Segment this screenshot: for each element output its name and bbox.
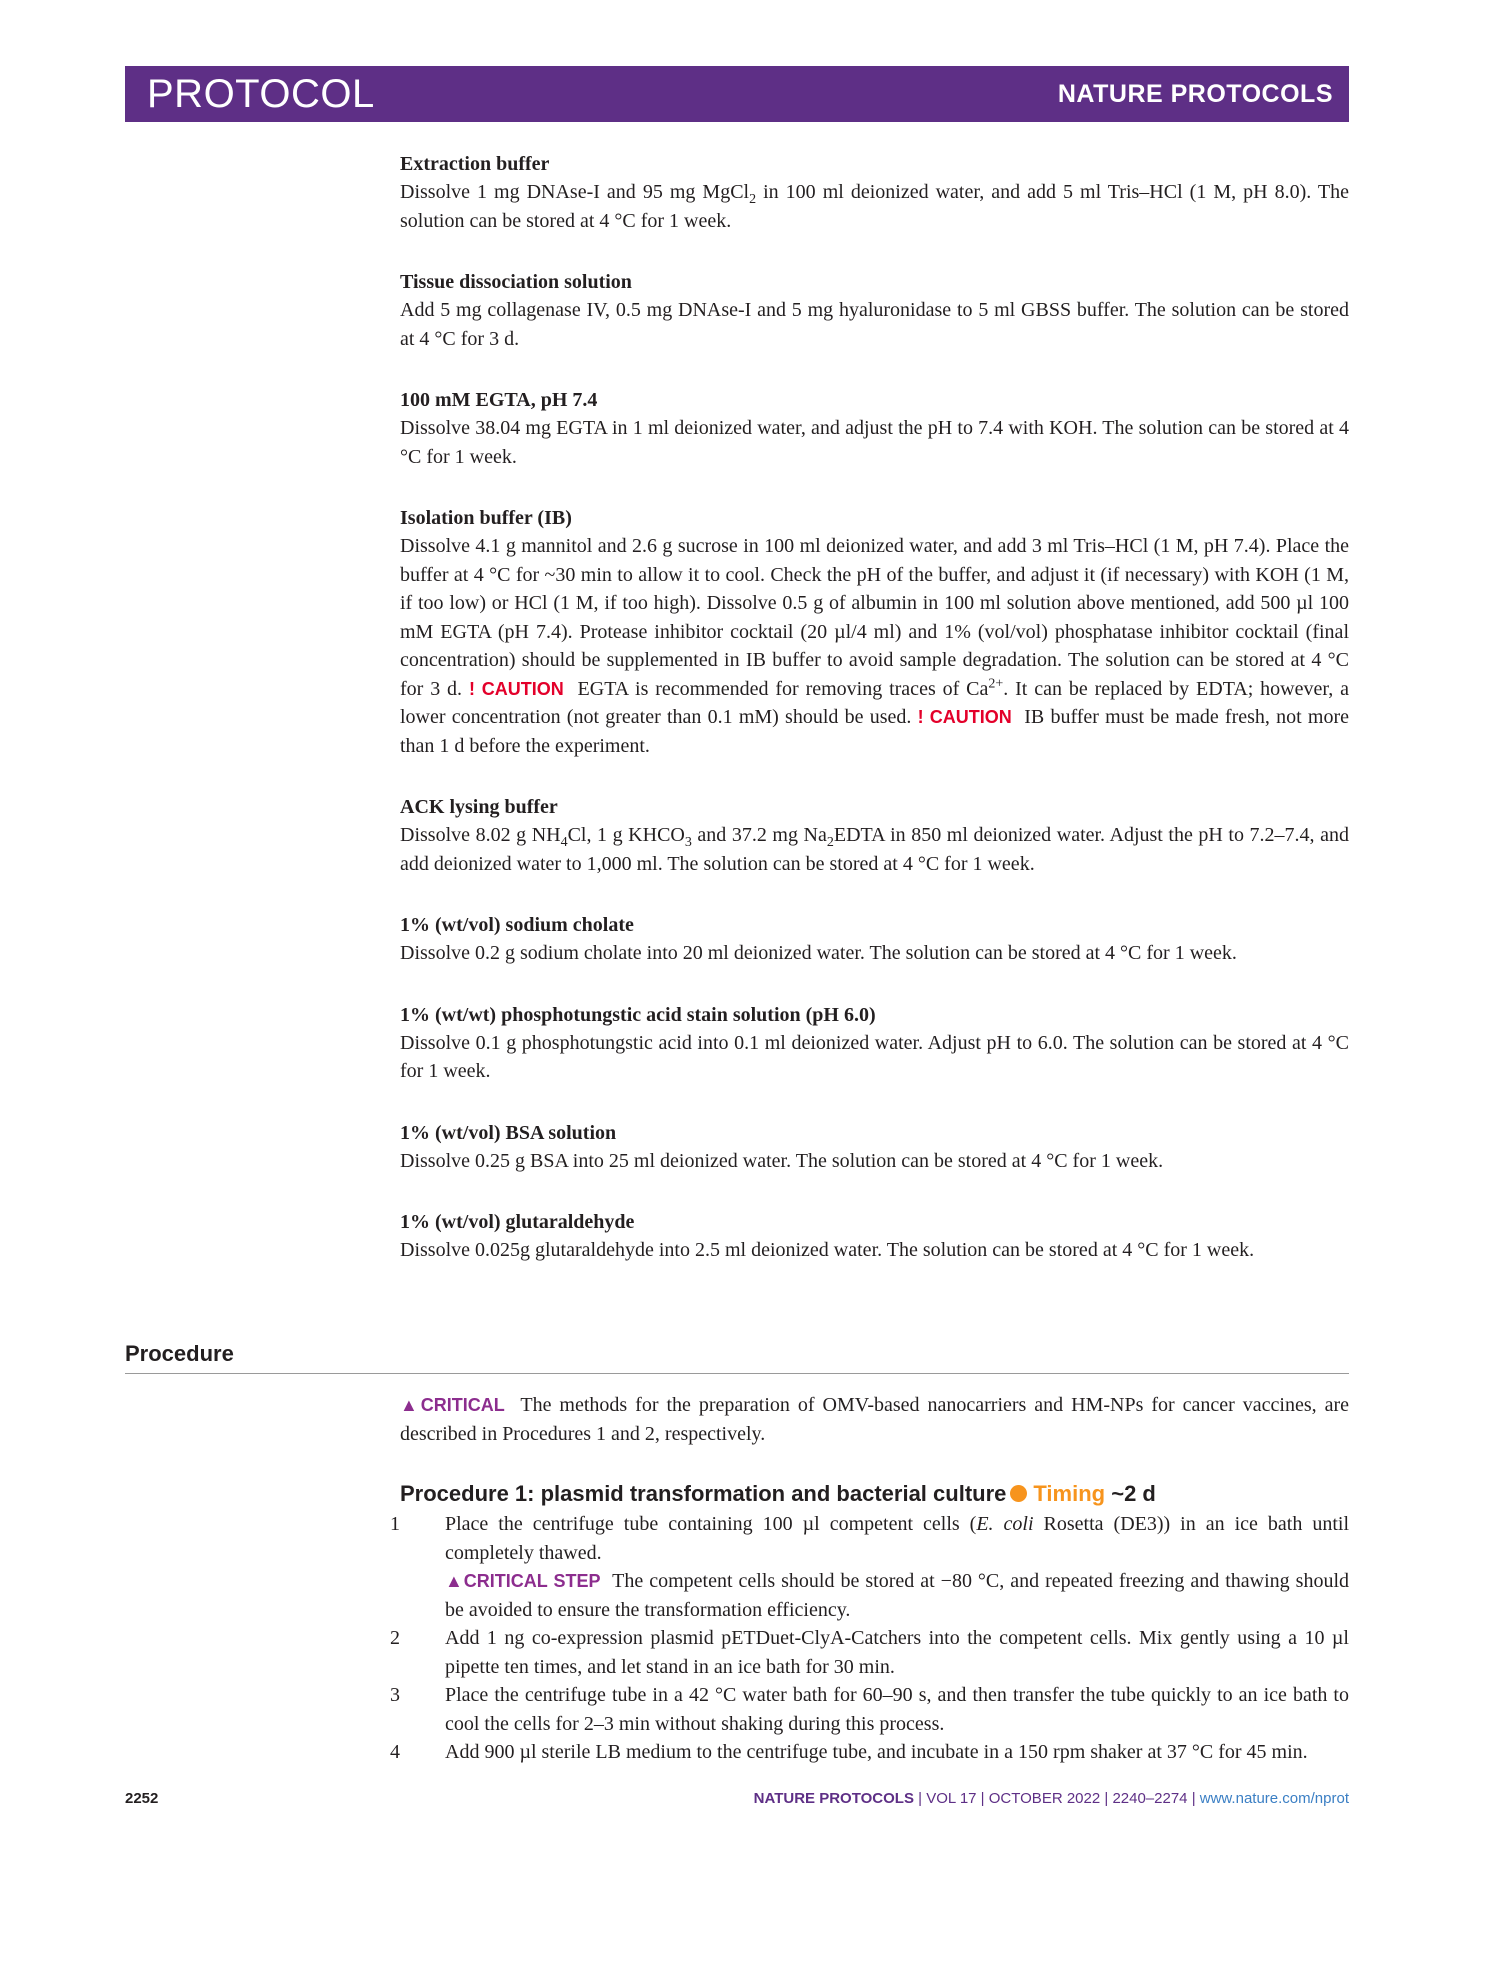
step-text: Add 1 ng co-expression plasmid pETDuet-ClyA-Catchers into the competent cells. Mix gently using a 10 µl pipette ten times, and let stand in an ice bath for 30 min.: [445, 1627, 1349, 1678]
reagent-section: [400, 1119, 1349, 1176]
procedure-step: [390, 1681, 1349, 1738]
reagent-body: Dissolve 0.025g glutaraldehyde into 2.5 ml deionized water. The solution can be stored at 4 °C for 1 week.: [400, 1239, 1255, 1261]
reagent-title: Extraction buffer: [400, 153, 550, 175]
critical-step-note: [445, 1567, 1349, 1624]
reagent-body: Dissolve 38.04 mg EGTA in 1 ml deionized water, and adjust the pH to 7.4 with KOH. The solution can be stored at 4 °C for 1 week.: [400, 417, 1349, 468]
step-text: Add 900 µl sterile LB medium to the centrifuge tube, and incubate in a 150 rpm shaker at 37 °C for 45 min.: [445, 1741, 1308, 1763]
reagent-section: [400, 386, 1349, 471]
reagent-title: 1% (wt/vol) BSA solution: [400, 1121, 617, 1144]
footer-url[interactable]: www.nature.com/nprot: [1199, 1790, 1349, 1807]
reagent-body: Dissolve 0.2 g sodium cholate into 20 ml deionized water. The solution can be stored at 4 °C for 1 week.: [400, 942, 1237, 964]
reagent-section: [400, 1001, 1349, 1086]
reagent-setup: [400, 150, 1349, 1298]
reagent-body: Add 5 mg collagenase IV, 0.5 mg DNAse-I and 5 mg hyaluronidase to 5 ml GBSS buffer. The solution can be stored at 4 °C for 3 d.: [400, 299, 1349, 350]
reagent-body: Dissolve 4.1 g mannitol and 2.6 g sucrose in 100 ml deionized water, and add 3 ml Tris–HCl (1 M, pH 7.4). Place the buffer at 4 °C for ~30 min to allow it to cool. Check the pH of the buffer, and adjust it (if necessary) with KOH (1 M, if too low) or HCl (1 M, if too high). Dissolve 0.5 g of albumin in 100 ml solution above mentioned, add 500 µl 100 mM EGTA (pH 7.4). Protease inhibitor cocktail (20 µl/4 ml) and 1% (vol/vol) phosphatase inhibitor cocktail (final concentration) should be supplemented in IB buffer to avoid sample degradation. The solution can be stored at 4 °C for 3 d. ! CAUTION EGTA is recommended for removing traces of $Ca^{2+}$. It can be replaced by EDTA; however, a lower concentration (not greater than 0.1 mM) should be used. ! CAUTION IB buffer must be made fresh, not more than 1 d before the experiment.: [400, 535, 1349, 757]
step-text: Place the centrifuge tube in a 42 °C water bath for 60–90 s, and then transfer the tube quickly to an ice bath to cool the cells for 2–3 min without shaking during this process.: [445, 1684, 1349, 1735]
footer-journal: NATURE PROTOCOLS: [753, 1790, 914, 1807]
procedure-intro: [400, 1391, 1349, 1448]
reagent-body: Dissolve 0.25 g BSA into 25 ml deionized water. The solution can be stored at 4 °C for 1 week.: [400, 1149, 1164, 1172]
reagent-body: Dissolve 1 mg DNAse-I and 95 mg MgCl$_2$ in 100 ml deionized water, and add 5 ml Tris–HCl (1 M, pH 8.0). The solution can be stored at 4 °C for 1 week.: [400, 181, 1349, 232]
procedure-1-title: [400, 1478, 1349, 1510]
procedure-intro-text: The methods for the preparation of OMV-based nanocarriers and HM-NPs for cancer vaccines, are described in Procedures 1 and 2, respectively.: [400, 1394, 1349, 1445]
footer-date: OCTOBER 2022: [988, 1790, 1101, 1807]
reagent-body: Dissolve 8.02 g $NH_4Cl$, 1 g $KHCO_3$ and 37.2 mg $Na_2EDTA$ in 850 ml deionized water. Adjust the pH to 7.2–7.4, and add deionized water to 1,000 ml. The solution can be stored at 4 °C for 1 week.: [400, 824, 1349, 875]
footer-pages: 2240–2274: [1112, 1790, 1188, 1807]
header-bar: [125, 66, 1349, 122]
section-label: PROTOCOL: [147, 71, 375, 116]
timing-dot-icon: [1010, 1485, 1027, 1502]
timing-value: ~2 d: [1111, 1481, 1156, 1506]
procedure-content: [390, 1391, 1350, 1767]
reagent-title: ACK lysing buffer: [400, 796, 558, 818]
reagent-section: [400, 268, 1349, 353]
page-number: 2252: [125, 1790, 159, 1807]
step-number: 3: [390, 1684, 400, 1706]
procedure-step: [390, 1624, 1349, 1681]
reagent-body: Dissolve 0.1 g phosphotungstic acid into 0.1 ml deionized water. Adjust pH to 6.0. The solution can be stored at 4 °C for 1 week.: [400, 1031, 1349, 1082]
critical-label: ▲CRITICAL: [400, 1395, 505, 1415]
reagent-section: [400, 504, 1349, 760]
reagent-section: [400, 793, 1349, 878]
reagent-section: [400, 911, 1349, 968]
step-number: 1: [390, 1513, 400, 1535]
step-number: 4: [390, 1741, 400, 1763]
footer-citation: NATURE PROTOCOLS | VOL 17 | OCTOBER 2022 | 2240–2274 | www.nature.com/nprot: [753, 1790, 1349, 1807]
reagent-title: 1% (wt/vol) glutaraldehyde: [400, 1211, 635, 1233]
reagent-section: [400, 1208, 1349, 1265]
step-text: Place the centrifuge tube containing 100 µl competent cells (E. coli Rosetta (DE3)) in an ice bath until completely thawed.: [445, 1513, 1349, 1564]
step-list: [390, 1510, 1349, 1767]
reagent-title: Isolation buffer (IB): [400, 507, 572, 529]
procedure-step: [390, 1510, 1349, 1624]
critical-step-text: The competent cells should be stored at −80 °C, and repeated freezing and thawing should be avoided to ensure the transformation efficiency.: [445, 1570, 1350, 1621]
reagent-title: 1% (wt/wt) phosphotungstic acid stain solution (pH 6.0): [400, 1003, 876, 1026]
step-number: 2: [390, 1627, 400, 1649]
reagent-title: 100 mM EGTA, pH 7.4: [400, 389, 598, 411]
procedure-step: [390, 1738, 1349, 1767]
procedure-heading: Procedure: [125, 1341, 1349, 1374]
reagent-section: [400, 150, 1349, 235]
reagent-title: Tissue dissociation solution: [400, 271, 632, 293]
procedure-1-title-text: Procedure 1: plasmid transformation and bacterial culture: [400, 1481, 1007, 1506]
critical-step-label: ▲CRITICAL STEP: [445, 1571, 601, 1591]
journal-label: NATURE PROTOCOLS: [1057, 79, 1333, 108]
reagent-title: 1% (wt/vol) sodium cholate: [400, 914, 634, 936]
timing-label: Timing: [1033, 1481, 1106, 1506]
footer-volume: VOL 17: [926, 1790, 977, 1807]
